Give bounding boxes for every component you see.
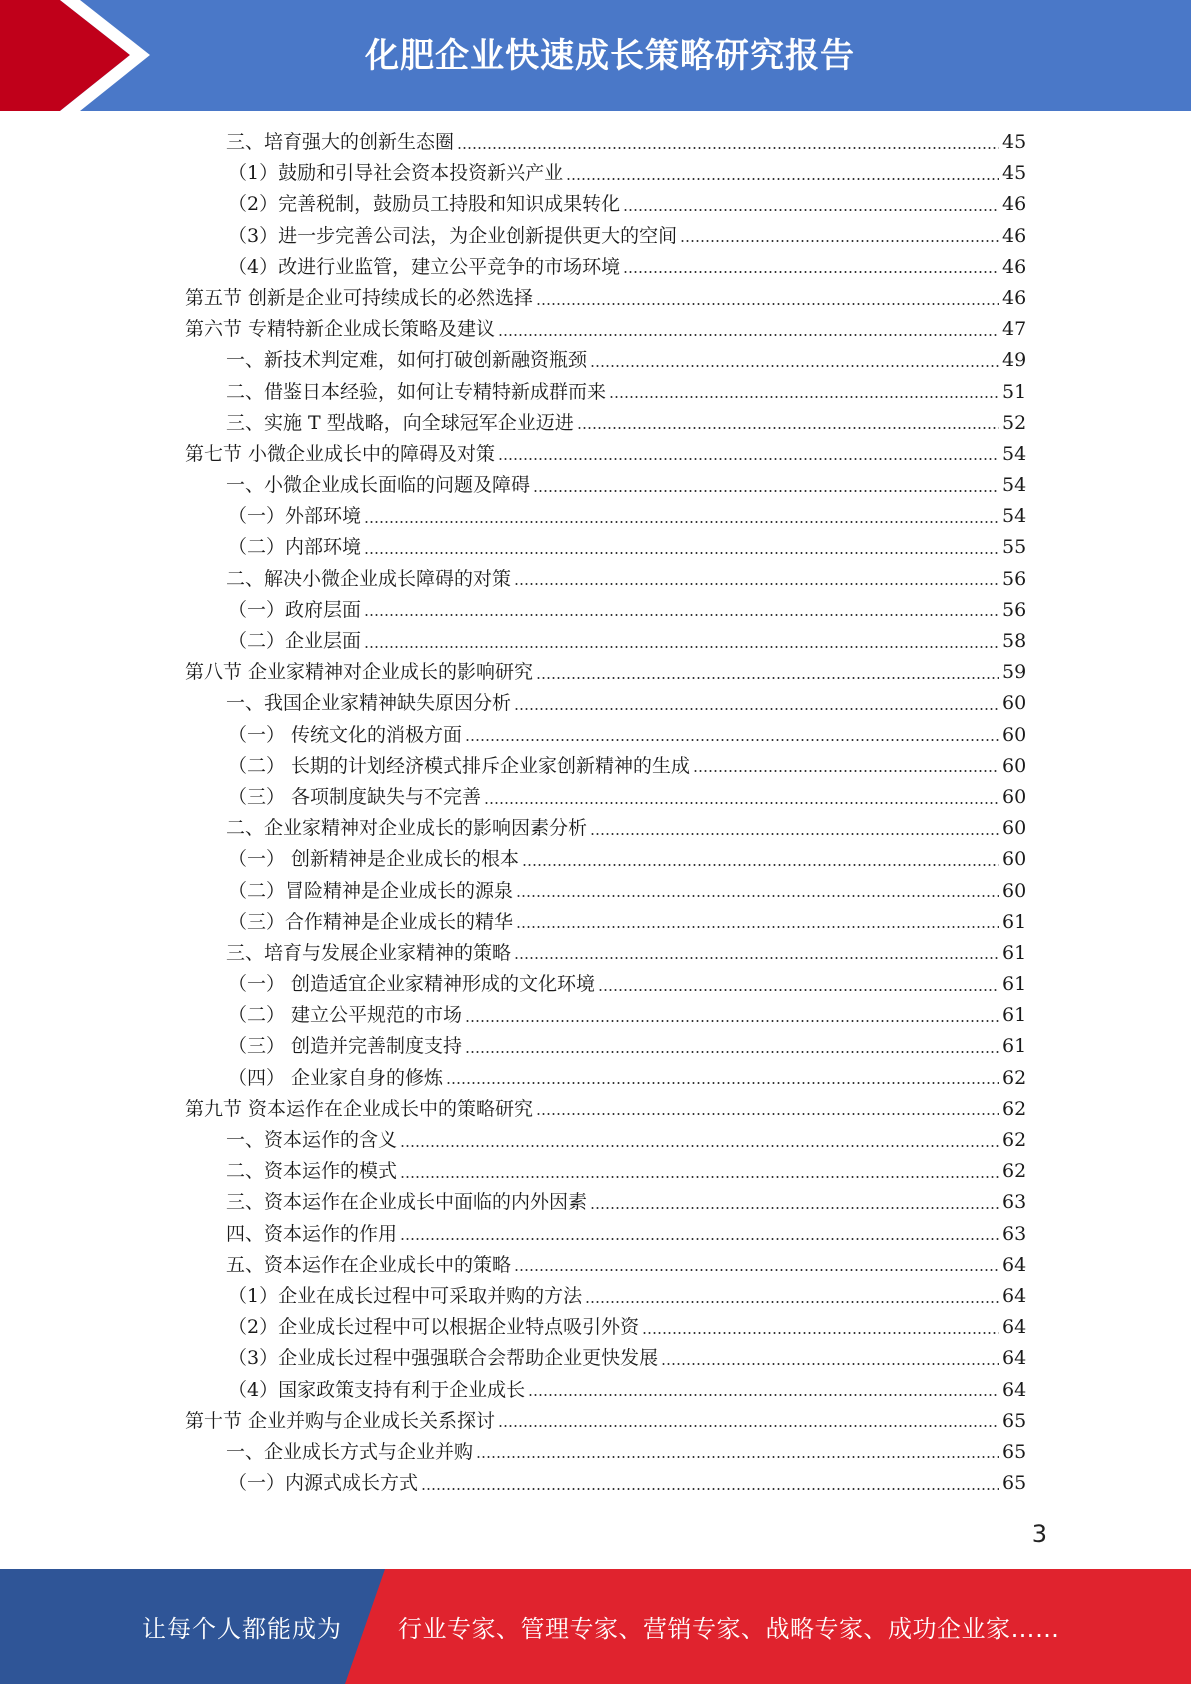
toc-entry-title: （二）冒险精神是企业成长的源泉 [228,879,514,902]
toc-entry-title: 三、资本运作在企业成长中面临的内外因素 [226,1191,588,1214]
toc-entry[interactable] [0,813,1191,844]
toc-leader-dots [609,391,999,403]
toc-entry-title: （二）企业层面 [228,630,362,652]
toc-entry-title: 第七节 小微企业成长中的障碍及对策 [185,442,496,465]
toc-entry[interactable] [0,876,1191,907]
toc-leader-dots [566,173,999,185]
toc-entry[interactable] [0,1063,1191,1094]
toc-leader-dots [536,672,999,684]
toc-entry-page: 60 [1002,848,1027,871]
toc-entry[interactable] [0,283,1191,314]
toc-leader-dots [457,142,999,154]
toc-leader-dots [400,1171,999,1183]
toc-entry-page: 56 [1002,598,1027,621]
toc-entry[interactable] [0,1031,1191,1062]
toc-entry-page: 51 [1002,380,1027,403]
toc-entry[interactable] [0,969,1191,1000]
toc-leader-dots [476,1451,999,1463]
header-arrow-decoration [0,0,170,111]
toc-entry-page: 60 [1002,785,1027,808]
toc-entry[interactable] [0,1125,1191,1156]
toc-entry-title: 二、解决小微企业成长障碍的对策 [226,567,512,590]
toc-entry[interactable] [0,1187,1191,1218]
toc-entry[interactable] [0,501,1191,532]
toc-leader-dots [590,1202,999,1214]
toc-entry-page: 64 [1002,1316,1027,1339]
toc-entry-title: 二、企业家精神对企业成长的影响因素分析 [226,817,588,840]
toc-entry-page: 63 [1002,1222,1027,1245]
toc-entry-title: （3）进一步完善公司法，为企业创新提供更大的空间 [228,224,678,247]
toc-entry-page: 47 [1002,318,1027,341]
toc-entry-page: 61 [1002,941,1027,964]
toc-entry[interactable] [0,1094,1191,1125]
toc-entry-page: 63 [1002,1191,1027,1214]
toc-entry-page: 62 [1002,1129,1027,1151]
toc-entry-title: 第十节 企业并购与企业成长关系探讨 [185,1409,496,1432]
toc-leader-dots [465,734,999,746]
toc-entry[interactable] [0,595,1191,626]
toc-entry[interactable] [0,564,1191,595]
toc-entry[interactable] [0,408,1191,439]
toc-entry-title: 第八节 企业家精神对企业成长的影响研究 [185,661,534,684]
toc-entry-page: 62 [1002,1066,1027,1089]
toc-entry-page: 62 [1002,1097,1027,1120]
toc-leader-dots [446,1077,999,1089]
toc-entry[interactable] [0,314,1191,345]
toc-leader-dots [623,204,999,216]
toc-entry-page: 60 [1002,817,1027,840]
toc-leader-dots [465,1015,999,1027]
toc-entry-title: （一）政府层面 [228,598,362,621]
toc-leader-dots [623,266,999,278]
toc-entry[interactable] [0,844,1191,875]
toc-leader-dots [533,485,999,497]
toc-entry-page: 58 [1002,630,1027,652]
toc-leader-dots [484,797,999,809]
toc-entry-page: 61 [1002,1004,1027,1027]
toc-leader-dots [522,859,999,871]
toc-entry-title: 第五节 创新是企业可持续成长的必然选择 [185,286,534,309]
toc-entry-page: 56 [1002,567,1027,590]
toc-entry-title: 一、资本运作的含义 [226,1129,398,1151]
toc-entry[interactable] [0,720,1191,751]
footer-slogan-right: 行业专家、管理专家、营销专家、战略专家、成功企业家…… [398,1615,1060,1643]
toc-leader-dots [514,1264,999,1276]
toc-entry-page: 54 [1002,474,1027,497]
page-footer [0,1569,1191,1684]
toc-leader-dots [364,516,999,528]
toc-entry-page: 45 [1002,162,1027,185]
toc-entry-title: （3）企业成长过程中强强联合会帮助企业更快发展 [228,1347,659,1370]
toc-entry-title: （1）企业在成长过程中可采取并购的方法 [228,1284,583,1307]
toc-entry-page: 54 [1002,505,1027,528]
toc-entry-page: 64 [1002,1378,1027,1401]
toc-leader-dots [514,703,999,715]
toc-entry-title: 一、小微企业成长面临的问题及障碍 [226,474,531,497]
toc-entry-title: （三） 创造并完善制度支持 [228,1035,463,1058]
toc-entry[interactable] [0,439,1191,470]
toc-entry-title: 二、借鉴日本经验，如何让专精特新成群而来 [226,380,607,403]
toc-entry[interactable] [0,158,1191,189]
page-number: 3 [1031,1520,1047,1548]
toc-entry[interactable] [0,470,1191,501]
toc-entry-title: 五、资本运作在企业成长中的策略 [226,1253,512,1276]
toc-entry-title: （二）内部环境 [228,536,362,559]
toc-entry-title: 二、资本运作的模式 [226,1160,398,1183]
toc-leader-dots [498,329,999,341]
toc-entry[interactable] [0,938,1191,969]
toc-entry-page: 60 [1002,692,1027,715]
toc-leader-dots [364,547,999,559]
toc-entry[interactable] [0,1156,1191,1187]
toc-entry[interactable] [0,626,1191,657]
toc-leader-dots [400,1233,999,1245]
toc-entry-title: （二） 长期的计划经济模式排斥企业家创新精神的生成 [228,754,691,777]
toc-leader-dots [421,1483,999,1495]
toc-leader-dots [577,422,999,434]
toc-entry-title: 第六节 专精特新企业成长策略及建议 [185,318,496,341]
table-of-contents [0,127,1191,1499]
toc-entry-page: 65 [1002,1440,1027,1463]
toc-entry[interactable] [0,1250,1191,1281]
toc-entry[interactable] [0,1312,1191,1343]
toc-entry[interactable] [0,345,1191,376]
toc-leader-dots [528,1389,999,1401]
toc-entry-title: 三、实施 T 型战略，向全球冠军企业迈进 [226,411,574,434]
toc-leader-dots [590,828,999,840]
toc-entry-page: 61 [1002,1035,1027,1058]
toc-entry-page: 49 [1002,349,1027,372]
toc-entry[interactable] [0,657,1191,688]
toc-leader-dots [516,921,999,933]
toc-entry-title: （4）国家政策支持有利于企业成长 [228,1378,526,1401]
toc-leader-dots [642,1327,999,1339]
toc-entry-page: 60 [1002,754,1027,777]
toc-entry[interactable] [0,221,1191,252]
toc-leader-dots [693,765,999,777]
toc-entry[interactable] [0,907,1191,938]
toc-entry-page: 59 [1002,661,1027,684]
toc-leader-dots [536,1108,999,1120]
toc-entry[interactable] [0,1406,1191,1437]
toc-entry-page: 46 [1002,193,1027,216]
document-title: 化肥企业快速成长策略研究报告 [365,36,855,76]
toc-entry[interactable] [0,1000,1191,1031]
toc-leader-dots [585,1296,999,1308]
toc-entry-page: 46 [1002,286,1027,309]
toc-leader-dots [514,952,999,964]
toc-entry-page: 65 [1002,1409,1027,1432]
toc-entry[interactable] [0,1437,1191,1468]
toc-entry-title: 一、我国企业家精神缺失原因分析 [226,692,512,715]
toc-entry-page: 61 [1002,973,1027,996]
toc-entry-title: 四、资本运作的作用 [226,1222,398,1245]
toc-entry[interactable] [0,751,1191,782]
toc-entry[interactable] [0,189,1191,220]
toc-entry-title: （一） 传统文化的消极方面 [228,723,463,746]
toc-leader-dots [498,453,999,465]
toc-leader-dots [498,1420,999,1432]
toc-leader-dots [536,298,999,310]
toc-entry-title: （一）外部环境 [228,505,362,528]
toc-entry-title: （4）改进行业监管，建立公平竞争的市场环境 [228,255,621,278]
toc-leader-dots [400,1140,999,1152]
toc-entry-page: 64 [1002,1347,1027,1370]
toc-entry[interactable] [0,1343,1191,1374]
toc-leader-dots [364,641,999,653]
toc-entry-page: 64 [1002,1253,1027,1276]
toc-entry-title: 第九节 资本运作在企业成长中的策略研究 [185,1097,534,1120]
toc-entry-title: （四） 企业家自身的修炼 [228,1066,444,1089]
toc-entry[interactable] [0,252,1191,283]
toc-entry-page: 52 [1002,411,1027,434]
toc-leader-dots [661,1358,999,1370]
footer-slogan-left: 让每个人都能成为 [142,1615,342,1643]
toc-entry-title: 三、培育强大的创新生态圈 [226,131,455,153]
toc-entry-page: 60 [1002,879,1027,902]
toc-entry-title: （2）企业成长过程中可以根据企业特点吸引外资 [228,1316,640,1339]
toc-entry-title: 三、培育与发展企业家精神的策略 [226,941,512,964]
toc-entry[interactable] [0,377,1191,408]
toc-entry-page: 64 [1002,1284,1027,1307]
toc-leader-dots [514,578,999,590]
toc-leader-dots [516,890,999,902]
toc-entry-title: （1）鼓励和引导社会资本投资新兴产业 [228,162,564,185]
toc-entry[interactable] [0,127,1191,158]
toc-entry-title: （2）完善税制，鼓励员工持股和知识成果转化 [228,193,621,216]
toc-entry-page: 54 [1002,442,1027,465]
toc-entry[interactable] [0,1468,1191,1499]
toc-entry-title: （一） 创新精神是企业成长的根本 [228,848,520,871]
toc-entry-page: 55 [1002,536,1027,559]
toc-entry-title: （一）内源式成长方式 [228,1472,419,1495]
toc-entry-page: 46 [1002,255,1027,278]
toc-entry-title: （三）合作精神是企业成长的精华 [228,910,514,933]
toc-entry-title: 一、企业成长方式与企业并购 [226,1440,474,1463]
toc-entry[interactable] [0,1219,1191,1250]
page-header [0,0,1191,111]
toc-entry-page: 65 [1002,1472,1027,1495]
toc-leader-dots [598,984,999,996]
toc-leader-dots [364,609,999,621]
toc-entry-page: 45 [1002,131,1027,153]
toc-entry[interactable] [0,1375,1191,1406]
toc-entry-title: 一、新技术判定难，如何打破创新融资瓶颈 [226,349,588,372]
toc-entry[interactable] [0,782,1191,813]
toc-leader-dots [465,1046,999,1058]
toc-leader-dots [590,360,999,372]
toc-entry-page: 61 [1002,910,1027,933]
toc-entry-page: 60 [1002,723,1027,746]
toc-entry[interactable] [0,1281,1191,1312]
toc-leader-dots [680,235,999,247]
toc-entry[interactable] [0,532,1191,563]
toc-entry-title: （三） 各项制度缺失与不完善 [228,785,482,808]
toc-entry-title: （二） 建立公平规范的市场 [228,1004,463,1027]
toc-entry-title: （一） 创造适宜企业家精神形成的文化环境 [228,973,596,996]
toc-entry-page: 46 [1002,224,1027,247]
toc-entry[interactable] [0,688,1191,719]
toc-entry-page: 62 [1002,1160,1027,1183]
